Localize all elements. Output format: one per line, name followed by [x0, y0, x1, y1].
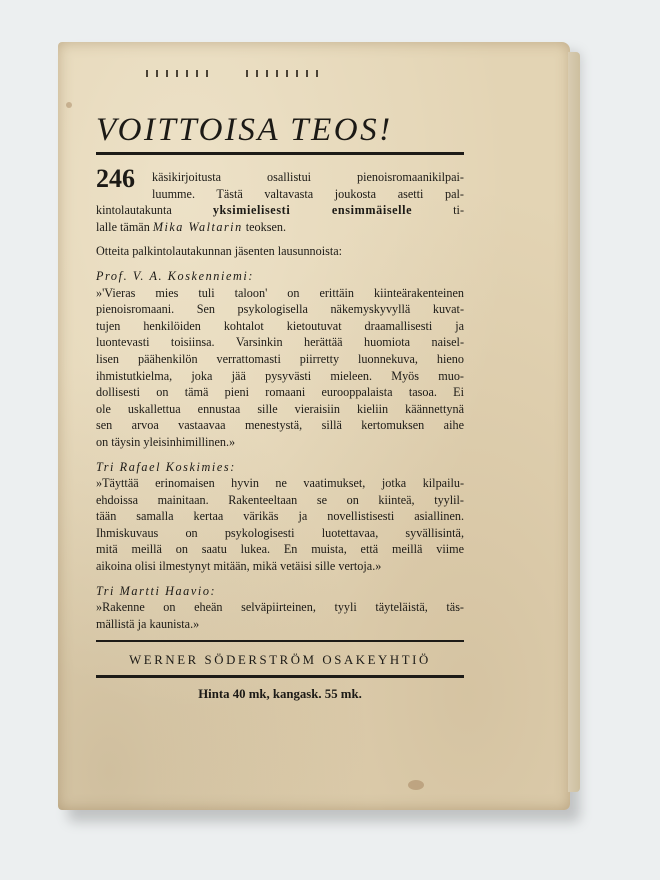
cover-title: VOITTOISA TEOS! [96, 112, 393, 148]
intro-line [96, 219, 464, 236]
tick-marks [96, 58, 464, 82]
price-line: Hinta 40 mk, kangask. 55 mk. [198, 686, 362, 701]
publisher-name: WERNER SÖDERSTRÖM OSAKEYHTIÖ [129, 652, 431, 667]
title-rule [96, 152, 464, 155]
publisher-top-rule [96, 640, 464, 642]
author-name: Mika Waltarin [152, 219, 243, 234]
statements-heading: Otteita palkintolautakunnan jäsenten lausunnoista: [96, 244, 343, 259]
intro-line: luumme. Tästä valtavasta joukosta asetti pal- [152, 186, 464, 201]
publisher-bottom-rule [96, 675, 464, 678]
quote-koskimies: »Täyttää erinomaisen hyvin ne vaatimukset, jotka kilpailu- ehdoissa mainitaan. Rakenteeltaan se on kiinteä, tyylil- tään samalla kertaa värikäs ja novellistisesti asiallinen. Ihmiskuvaus on psykologisesti luotettavaa, syvällisintä, mitä meillä on saatu lukea. En muista, että meillä viime aikoina olisi ilmestynyt mitään, mikä vetäisi sille vertoja.» [96, 476, 464, 574]
speaker-koskimies: Tri Rafael Koskimies: [96, 459, 236, 474]
intro-text-d: teoksen. [245, 219, 286, 234]
intro-text-c: lalle tämän [96, 219, 150, 234]
intro-paragraph [96, 164, 465, 235]
stain-mark [408, 780, 424, 790]
cover-text [96, 58, 464, 702]
intro-line: käsikirjoitusta osallistui pienoisromaanikilpai- [152, 170, 464, 184]
intro-line [96, 202, 464, 219]
speaker-haavio: Tri Martti Haavio: [96, 583, 217, 598]
intro-number: 246 [96, 164, 135, 193]
intro-emphasis: yksimielisesti ensimmäiselle [212, 203, 413, 218]
page-edge [568, 52, 580, 792]
quote-koskenniemi: »'Vieras mies tuli taloon' on erittäin kiinteärakenteinen pienoisromaani. Sen psykologisella näkemyskyvyllä kuvat- tujen henkilöiden kohtalot kietoutuvat draamallisesti ja luontevasti toisiinsa. Varsinkin herättää huomiota naisel- lisen päähenkilön verrattomasti piirretty luonnekuva, hieno ihmistutkielma, joka jää pysyvästi mieleen. Myös muo- dollisesti on tämä pieni romaani eurooppalaista tasoa. Ei ole uskallettua ennustaa sille vieraisiin kieliin käännettynä sen arvoa vastaavaa menestystä, sillä kertomuksen aihe on täysin yleisinhimillinen.» [96, 285, 464, 449]
intro-text-a: kintolautakunta [96, 203, 172, 218]
intro-text-b: ti- [453, 203, 465, 218]
speaker-koskenniemi: Prof. V. A. Koskenniemi: [96, 268, 255, 283]
stain-mark [66, 102, 72, 108]
quote-haavio: »Rakenne on eheän selväpiirteinen, tyyli täyteläistä, täs- mällistä ja kaunista.» [96, 600, 464, 631]
